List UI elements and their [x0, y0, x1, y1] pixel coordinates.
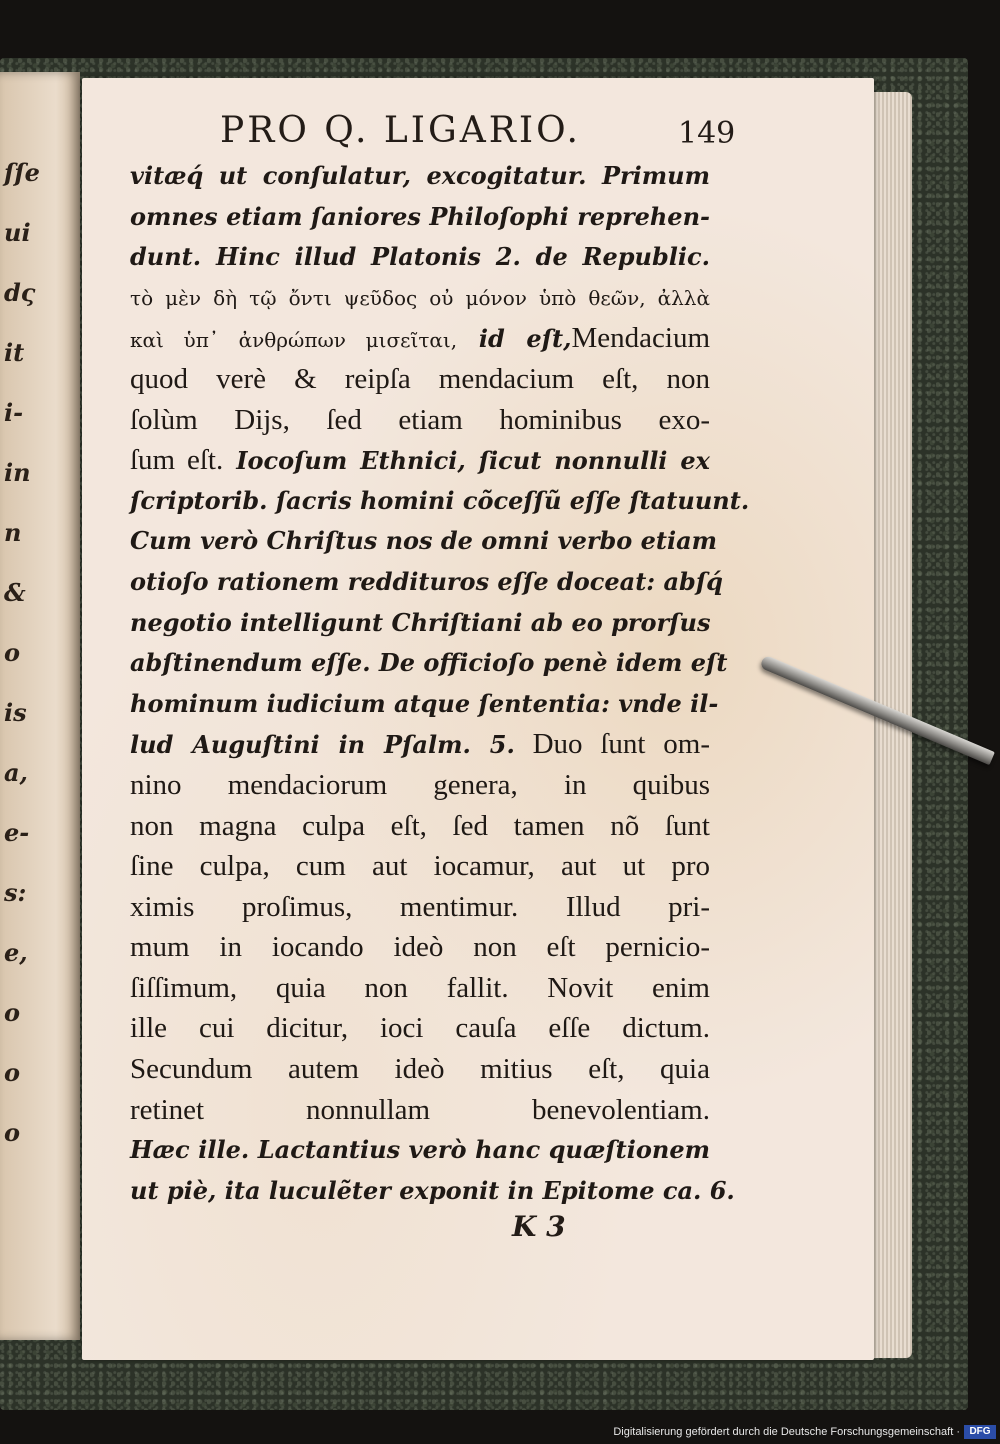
- text-line: non magna culpa eſt, ſed tamen nõ ſunt: [130, 809, 710, 842]
- text-line: ſcriptorib. ſacris homini cõceſſũ eſſe ſtatuunt.: [130, 485, 750, 515]
- facing-page-fragment: o: [4, 638, 21, 667]
- text-line: ut piè, ita luculẽter exponit in Epitome ca. 6.: [130, 1175, 735, 1205]
- facing-page-fragment: it: [4, 338, 25, 367]
- facing-page-fragment: is: [4, 698, 27, 727]
- page-number: 149: [678, 116, 736, 151]
- text-line: retinet nonnullam benevolentiam.: [130, 1093, 710, 1126]
- running-head: PRO Q. LIGARIO.: [220, 110, 581, 151]
- text-line: ſiſſimum, quia non fallit. Novit enim: [130, 971, 710, 1004]
- text-line: ſine culpa, cum aut iocamur, aut ut pro: [130, 850, 710, 883]
- facing-page-fragment: i-: [4, 398, 24, 427]
- facing-page-fragment: ui: [4, 218, 31, 247]
- text-line: ſolùm Dijs, ſed etiam hominibus exo-: [130, 403, 710, 436]
- text-line: mum in iocando ideò non eſt pernicio-: [130, 931, 710, 964]
- facing-page-fragment: in: [4, 458, 31, 487]
- funding-note: Digitalisierung gefördert durch die Deutsche Forschungsgemeinschaft ·: [613, 1426, 960, 1438]
- facing-page-fragment: &: [4, 578, 26, 607]
- signature-mark: K 3: [512, 1210, 566, 1243]
- italic-segment: Iocoſum Ethnici, ſicut nonnulli ex: [223, 446, 710, 476]
- text-line: nino mendaciorum genera, in quibus: [130, 768, 710, 801]
- text-block: [130, 156, 750, 1211]
- text-line: abſtinendum eſſe. De officioſo penè idem eſt: [130, 648, 728, 678]
- dfg-logo: DFG: [964, 1425, 996, 1439]
- facing-page-fragment: e,: [4, 938, 28, 967]
- text-line: vitæq́ ut conſulatur, excogitatur. Primum: [130, 161, 710, 190]
- page-header: [140, 110, 736, 154]
- roman-segment: ſum eſt.: [130, 444, 224, 477]
- facing-page-fragment: o: [4, 1058, 21, 1087]
- facing-page-fragment: n: [4, 518, 22, 547]
- text-line: negotio intelligunt Chriſtiani ab eo prorſus: [130, 607, 711, 637]
- facing-page-edge: [0, 72, 80, 1340]
- text-line: Hæc ille. Lactantius verò hanc quæſtionem: [130, 1135, 710, 1165]
- roman-segment: Duo ſunt om-: [514, 728, 711, 761]
- text-line: otioſo rationem reddituros eſſe doceat: abſq́: [130, 566, 723, 596]
- facing-page-fragment: a,: [4, 758, 28, 787]
- facing-page-fragment: dς: [4, 278, 36, 307]
- text-line: [130, 318, 710, 359]
- text-line: ximis proſimus, mentimur. Illud pri-: [130, 890, 710, 923]
- text-line: [130, 724, 710, 765]
- facing-page-fragment: s:: [4, 878, 27, 907]
- text-line: ille cui dicitur, ioci cauſa eſſe dictum.: [130, 1012, 710, 1045]
- text-line: Secundum autem ideò mitius eſt, quia: [130, 1053, 710, 1086]
- roman-segment: Mendacium: [571, 322, 710, 355]
- facing-page-fragment: e-: [4, 818, 30, 847]
- text-line: τὸ μὲν δὴ τῷ ὄντι ψεῦδος οὐ μόνον ὑπὸ θεῶν, ἀλλὰ: [130, 285, 710, 310]
- facing-page-fragment: ſſe: [4, 158, 40, 187]
- italic-segment: id eſt,: [457, 324, 572, 354]
- text-line: Cum verò Chriſtus nos de omni verbo etiam: [130, 526, 718, 556]
- text-line: dunt. Hinc illud Platonis 2. de Republic.: [130, 242, 710, 272]
- facing-page-fragment: o: [4, 998, 21, 1027]
- text-line: [130, 440, 710, 481]
- italic-segment: lud Auguſtini in Pſalm. 5.: [130, 730, 515, 760]
- text-line: hominum iudicium atque ſententia: vnde il-: [130, 688, 719, 718]
- text-line: quod verè & reipſa mendacium eſt, non: [130, 362, 710, 395]
- greek-segment: καὶ ὑπ᾽ ἀνθρώπων μισεῖται,: [130, 328, 458, 353]
- facing-page-fragment: o: [4, 1118, 21, 1147]
- text-line: omnes etiam ſaniores Philoſophi reprehen-: [130, 201, 710, 231]
